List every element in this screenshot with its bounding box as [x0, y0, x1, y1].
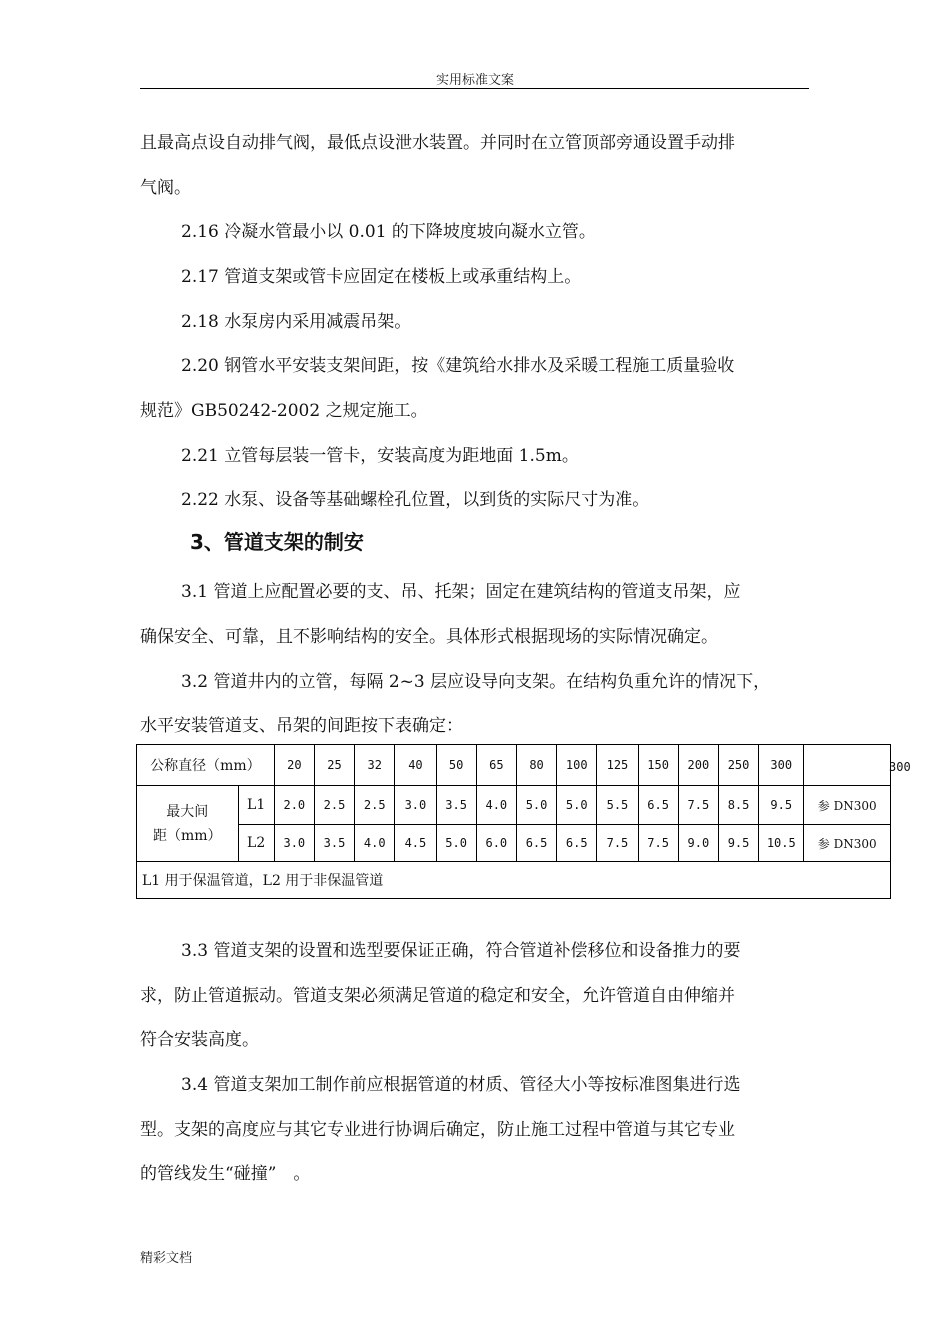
- table-cell: 6.0: [476, 825, 516, 862]
- max-spacing-label-cell: [137, 786, 239, 862]
- header-divider: [140, 88, 809, 89]
- table-cell: 150: [638, 745, 678, 786]
- section-heading: 3、管道支架的制安: [190, 530, 364, 554]
- table-cell: 300: [759, 745, 804, 786]
- table-cell: 4.0: [476, 786, 516, 825]
- paragraph-line: 3.4 管道支架加工制作前应根据管道的材质、管径大小等按标准图集进行选: [181, 1075, 741, 1095]
- table-cell: 9.0: [678, 825, 718, 862]
- paragraph-line: 气阀。: [140, 178, 191, 198]
- paragraph-line: 型。支架的高度应与其它专业进行协调后确定，防止施工过程中管道与其它专业: [140, 1120, 735, 1140]
- table-cell: 5.0: [557, 786, 597, 825]
- paragraph-line: 2.22 水泵、设备等基础螺栓孔位置，以到货的实际尺寸为准。: [181, 490, 650, 510]
- table-cell: 7.5: [638, 825, 678, 862]
- table-overflow-label: 300: [889, 760, 911, 774]
- table-cell: 3.5: [314, 825, 354, 862]
- table-cell: 参 DN300: [804, 825, 891, 862]
- table-cell: 3.0: [274, 825, 314, 862]
- table-cell: 2.5: [314, 786, 354, 825]
- table-cell: 32: [355, 745, 395, 786]
- table-cell: 125: [597, 745, 638, 786]
- table-row: [137, 862, 891, 899]
- table-cell: 65: [476, 745, 516, 786]
- paragraph-line: 2.16 冷凝水管最小以 0.01 的下降坡度坡向凝水立管。: [181, 222, 596, 242]
- table-cell: 8.5: [718, 786, 758, 825]
- paragraph-line: 3.1 管道上应配置必要的支、吊、托架；固定在建筑结构的管道支吊架，应: [181, 582, 741, 602]
- table-cell: 7.5: [597, 825, 638, 862]
- row-label-l1: L1: [238, 786, 274, 825]
- support-spacing-table: [136, 744, 891, 899]
- table-cell: 5.0: [516, 786, 556, 825]
- table-cell: 5.5: [597, 786, 638, 825]
- paragraph-line: 求，防止管道振动。管道支架必须满足管道的稳定和安全，允许管道自由伸缩并: [140, 986, 735, 1006]
- paragraph-line: 确保安全、可靠，且不影响结构的安全。具体形式根据现场的实际情况确定。: [140, 627, 718, 647]
- table-note-cell: L1 用于保温管道，L2 用于非保温管道: [137, 862, 891, 899]
- table-cell: 2.0: [274, 786, 314, 825]
- table-cell: 25: [314, 745, 354, 786]
- paragraph-line: 2.18 水泵房内采用减震吊架。: [181, 312, 412, 332]
- table-cell: 100: [557, 745, 597, 786]
- paragraph-line: 且最高点设自动排气阀，最低点设泄水装置。并同时在立管顶部旁通设置手动排: [140, 133, 735, 153]
- paragraph-line: 3.3 管道支架的设置和选型要保证正确，符合管道补偿移位和设备推力的要: [181, 941, 741, 961]
- table-cell: 9.5: [759, 786, 804, 825]
- table-cell: 4.0: [355, 825, 395, 862]
- table-cell: 10.5: [759, 825, 804, 862]
- table-row: [137, 745, 891, 786]
- diameter-header-cell: 公称直径（mm）: [137, 745, 275, 786]
- paragraph-line: 2.17 管道支架或管卡应固定在楼板上或承重结构上。: [181, 267, 582, 287]
- table-row: [137, 786, 891, 825]
- paragraph-line: 规范》GB50242-2002 之规定施工。: [140, 401, 428, 421]
- table-cell: 5.0: [436, 825, 476, 862]
- paragraph-line: 的管线发生“碰撞” 。: [140, 1164, 311, 1184]
- max-spacing-label-line2: 距（mm）: [152, 827, 222, 844]
- table-cell: 4.5: [395, 825, 436, 862]
- table-cell: 2.5: [355, 786, 395, 825]
- paragraph-line: 水平安装管道支、吊架的间距按下表确定：: [140, 716, 463, 736]
- table-cell: 3.5: [436, 786, 476, 825]
- table-cell: 6.5: [638, 786, 678, 825]
- row-label-l2: L2: [238, 825, 274, 862]
- page-footer: 精彩文档: [140, 1251, 193, 1266]
- table-cell: 6.5: [557, 825, 597, 862]
- table-cell: 7.5: [678, 786, 718, 825]
- table-cell: 80: [516, 745, 556, 786]
- table-cell: 20: [274, 745, 314, 786]
- table-cell: 50: [436, 745, 476, 786]
- table-cell: 200: [678, 745, 718, 786]
- table-cell: 参 DN300: [804, 786, 891, 825]
- table-cell: 9.5: [718, 825, 758, 862]
- page-header-title: 实用标准文案: [435, 73, 514, 88]
- table-cell: 250: [718, 745, 758, 786]
- paragraph-line: 3.2 管道井内的立管，每隔 2~3 层应设导向支架。在结构负重允许的情况下，: [181, 672, 771, 692]
- paragraph-line: 符合安装高度。: [140, 1030, 259, 1050]
- table-cell: 40: [395, 745, 436, 786]
- paragraph-line: 2.20 钢管水平安装支架间距，按《建筑给水排水及采暖工程施工质量验收: [181, 356, 735, 376]
- paragraph-line: 2.21 立管每层装一管卡，安装高度为距地面 1.5m。: [181, 446, 579, 466]
- table-cell: 3.0: [395, 786, 436, 825]
- table-cell: 6.5: [516, 825, 556, 862]
- table-row: [137, 825, 891, 862]
- table-cell: [804, 745, 891, 786]
- max-spacing-label-line1: 最大间: [166, 803, 209, 820]
